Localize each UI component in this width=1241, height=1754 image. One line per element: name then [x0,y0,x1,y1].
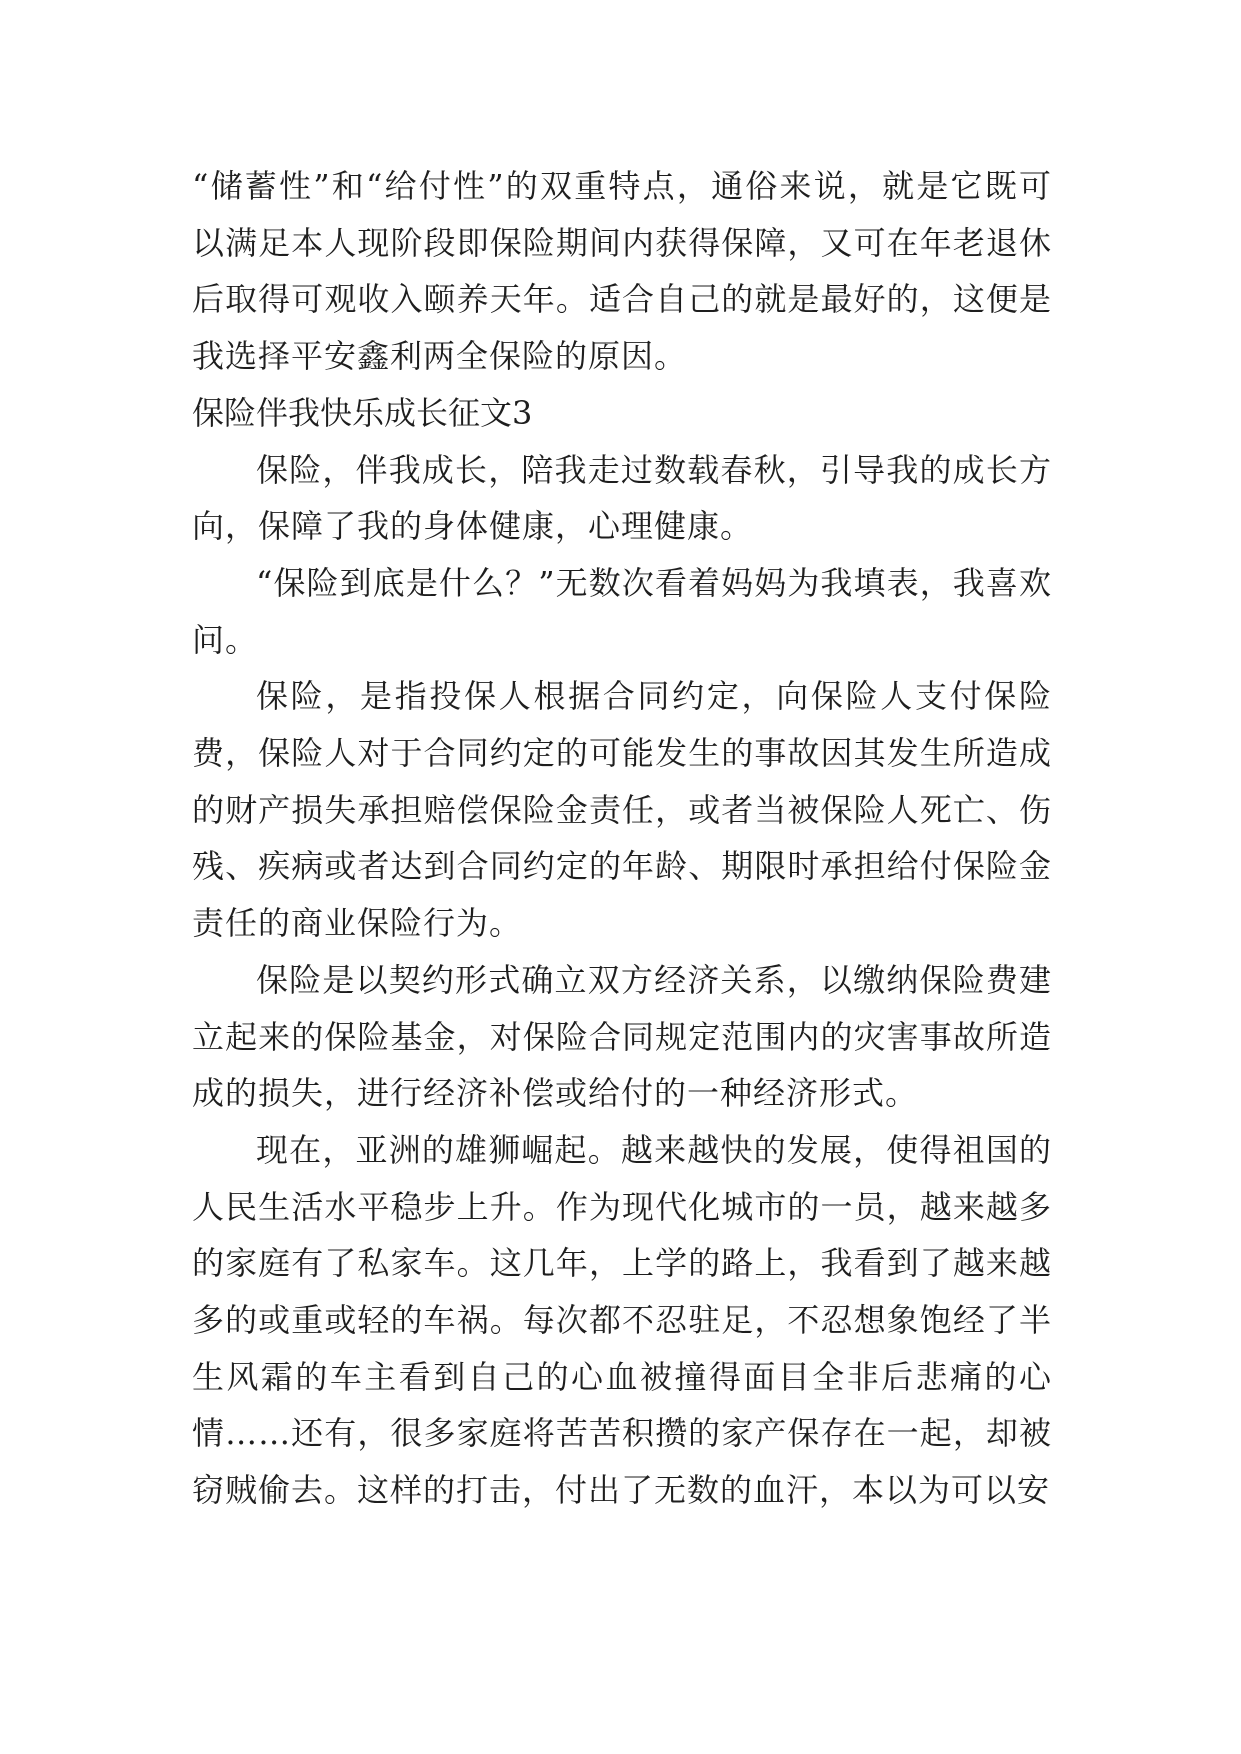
paragraph: 保险，伴我成长，陪我走过数载春秋，引导我的成长方向，保障了我的身体健康，心理健康。 [192,450,1052,546]
paragraph-continuation: “储蓄性”和“给付性”的双重特点，通俗来说，就是它既可以满足本人现阶段即保险期间内获得保障，又可在年老退休后取得可观收入颐养天年。适合自己的就是最好的，这便是我选择平安鑫利两全保险的原因。 [192,167,1052,376]
paragraph: 保险，是指投保人根据合同约定，向保险人支付保险费，保险人对于合同约定的可能发生的事故因其发生所造成的财产损失承担赔偿保险金责任，或者当被保险人死亡、伤残、疾病或者达到合同约定的年龄、期限时承担给付保险金责任的商业保险行为。 [192,677,1052,943]
paragraph: 现在，亚洲的雄狮崛起。越来越快的发展，使得祖国的人民生活水平稳步上升。作为现代化城市的一员，越来越多的家庭有了私家车。这几年，上学的路上，我看到了越来越多的或重或轻的车祸。每次都不忍驻足，不忍想象饱经了半生风霜的车主看到自己的心血被撞得面目全非后悲痛的心情……还有，很多家庭将苦苦积攒的家产保存在一起，却被窃贼偷去。这样的打击，付出了无数的血汗，本以为可以安 [192,1130,1052,1510]
section-title: 保险伴我快乐成长征文3 [192,393,533,432]
paragraph: 保险是以契约形式确立双方经济关系，以缴纳保险费建立起来的保险基金，对保险合同规定范围内的灾害事故所造成的损失，进行经济补偿或给付的一种经济形式。 [192,960,1052,1113]
document-body [192,158,1052,1519]
paragraph: “保险到底是什么？”无数次看着妈妈为我填表，我喜欢问。 [192,563,1052,659]
